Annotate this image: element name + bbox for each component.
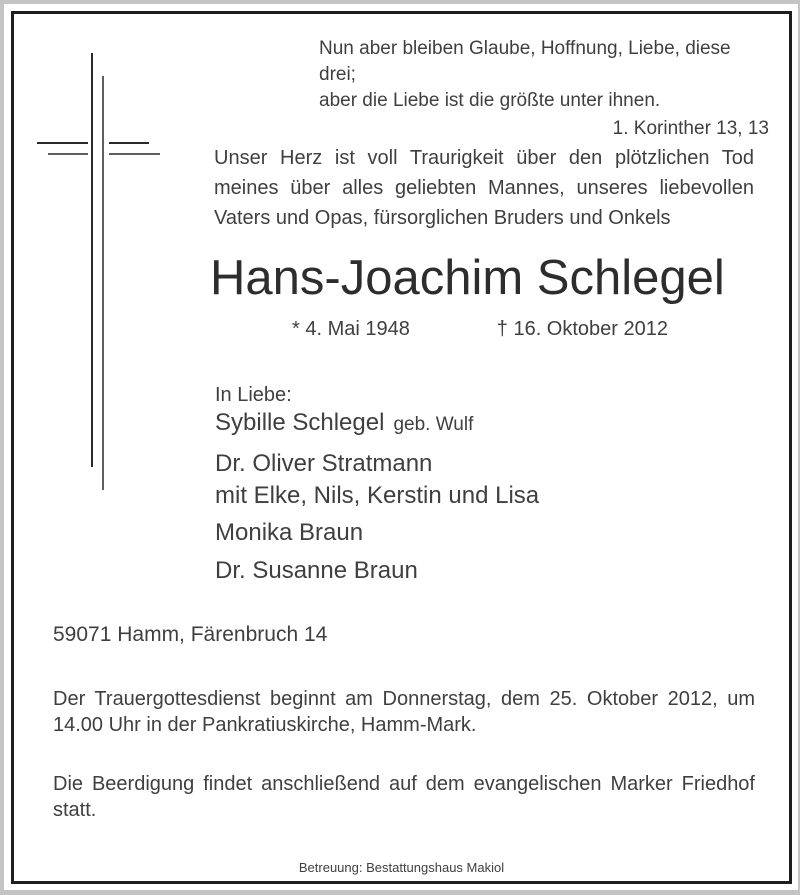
intro-line-3: Vaters und Opas, fürsorglichen Bruders und Onkels <box>214 207 671 229</box>
service-line-1: Der Trauergottesdienst beginnt am Donnerstag, dem 25. Oktober 2012, um <box>53 688 755 710</box>
intro-paragraph <box>214 143 754 233</box>
life-dates <box>292 318 668 341</box>
burial-line-2: statt. <box>53 799 97 821</box>
mourner-wife <box>215 409 473 437</box>
burial-line-1: Die Beerdigung findet anschließend auf dem evangelischen Marker Friedhof <box>53 773 755 795</box>
death-date: † 16. Oktober 2012 <box>496 318 668 340</box>
birth-date: * 4. Mai 1948 <box>292 318 410 340</box>
cross-vertical-line-right <box>102 76 104 490</box>
deceased-name: Hans-Joachim Schlegel <box>210 251 725 305</box>
mourner-entry-2-sub: mit Elke, Nils, Kerstin und Lisa <box>215 482 540 509</box>
cross-upper-arm-left <box>37 142 88 144</box>
intro-line-1: Unser Herz ist voll Traurigkeit über den plötzlichen Tod <box>214 147 754 169</box>
mourner-wife-name: Sybille Schlegel <box>215 409 385 436</box>
scripture-citation: 1. Korinther 13, 13 <box>612 118 769 139</box>
funeral-home-credit: Betreuung: Bestattungshaus Makiol <box>298 860 505 875</box>
scripture-quote <box>319 36 769 142</box>
mourner-entry-4: Dr. Susanne Braun <box>215 557 418 584</box>
cross-lower-arm-right <box>109 153 160 155</box>
burial-paragraph <box>53 771 755 823</box>
cross-lower-arm-left <box>48 153 88 155</box>
mourner-entry-2: Dr. Oliver Stratmann <box>215 450 433 477</box>
mourners-salutation: In Liebe: <box>215 384 292 406</box>
mourner-entry-3: Monika Braun <box>215 519 364 546</box>
cross-vertical-line-left <box>91 53 93 467</box>
scripture-line-2: aber die Liebe ist die größte unter ihnen. <box>319 90 661 111</box>
mourner-wife-maiden-name: geb. Wulf <box>393 414 474 435</box>
service-paragraph <box>53 686 755 738</box>
family-address: 59071 Hamm, Färenbruch 14 <box>53 623 328 646</box>
scripture-line-1: Nun aber bleiben Glaube, Hoffnung, Liebe, diese drei; <box>319 38 731 85</box>
cross-upper-arm-right <box>109 142 149 144</box>
service-line-2: 14.00 Uhr in der Pankratiuskirche, Hamm-Mark. <box>53 714 477 736</box>
intro-line-2: meines über alles geliebten Mannes, unseres liebevollen <box>214 177 754 199</box>
